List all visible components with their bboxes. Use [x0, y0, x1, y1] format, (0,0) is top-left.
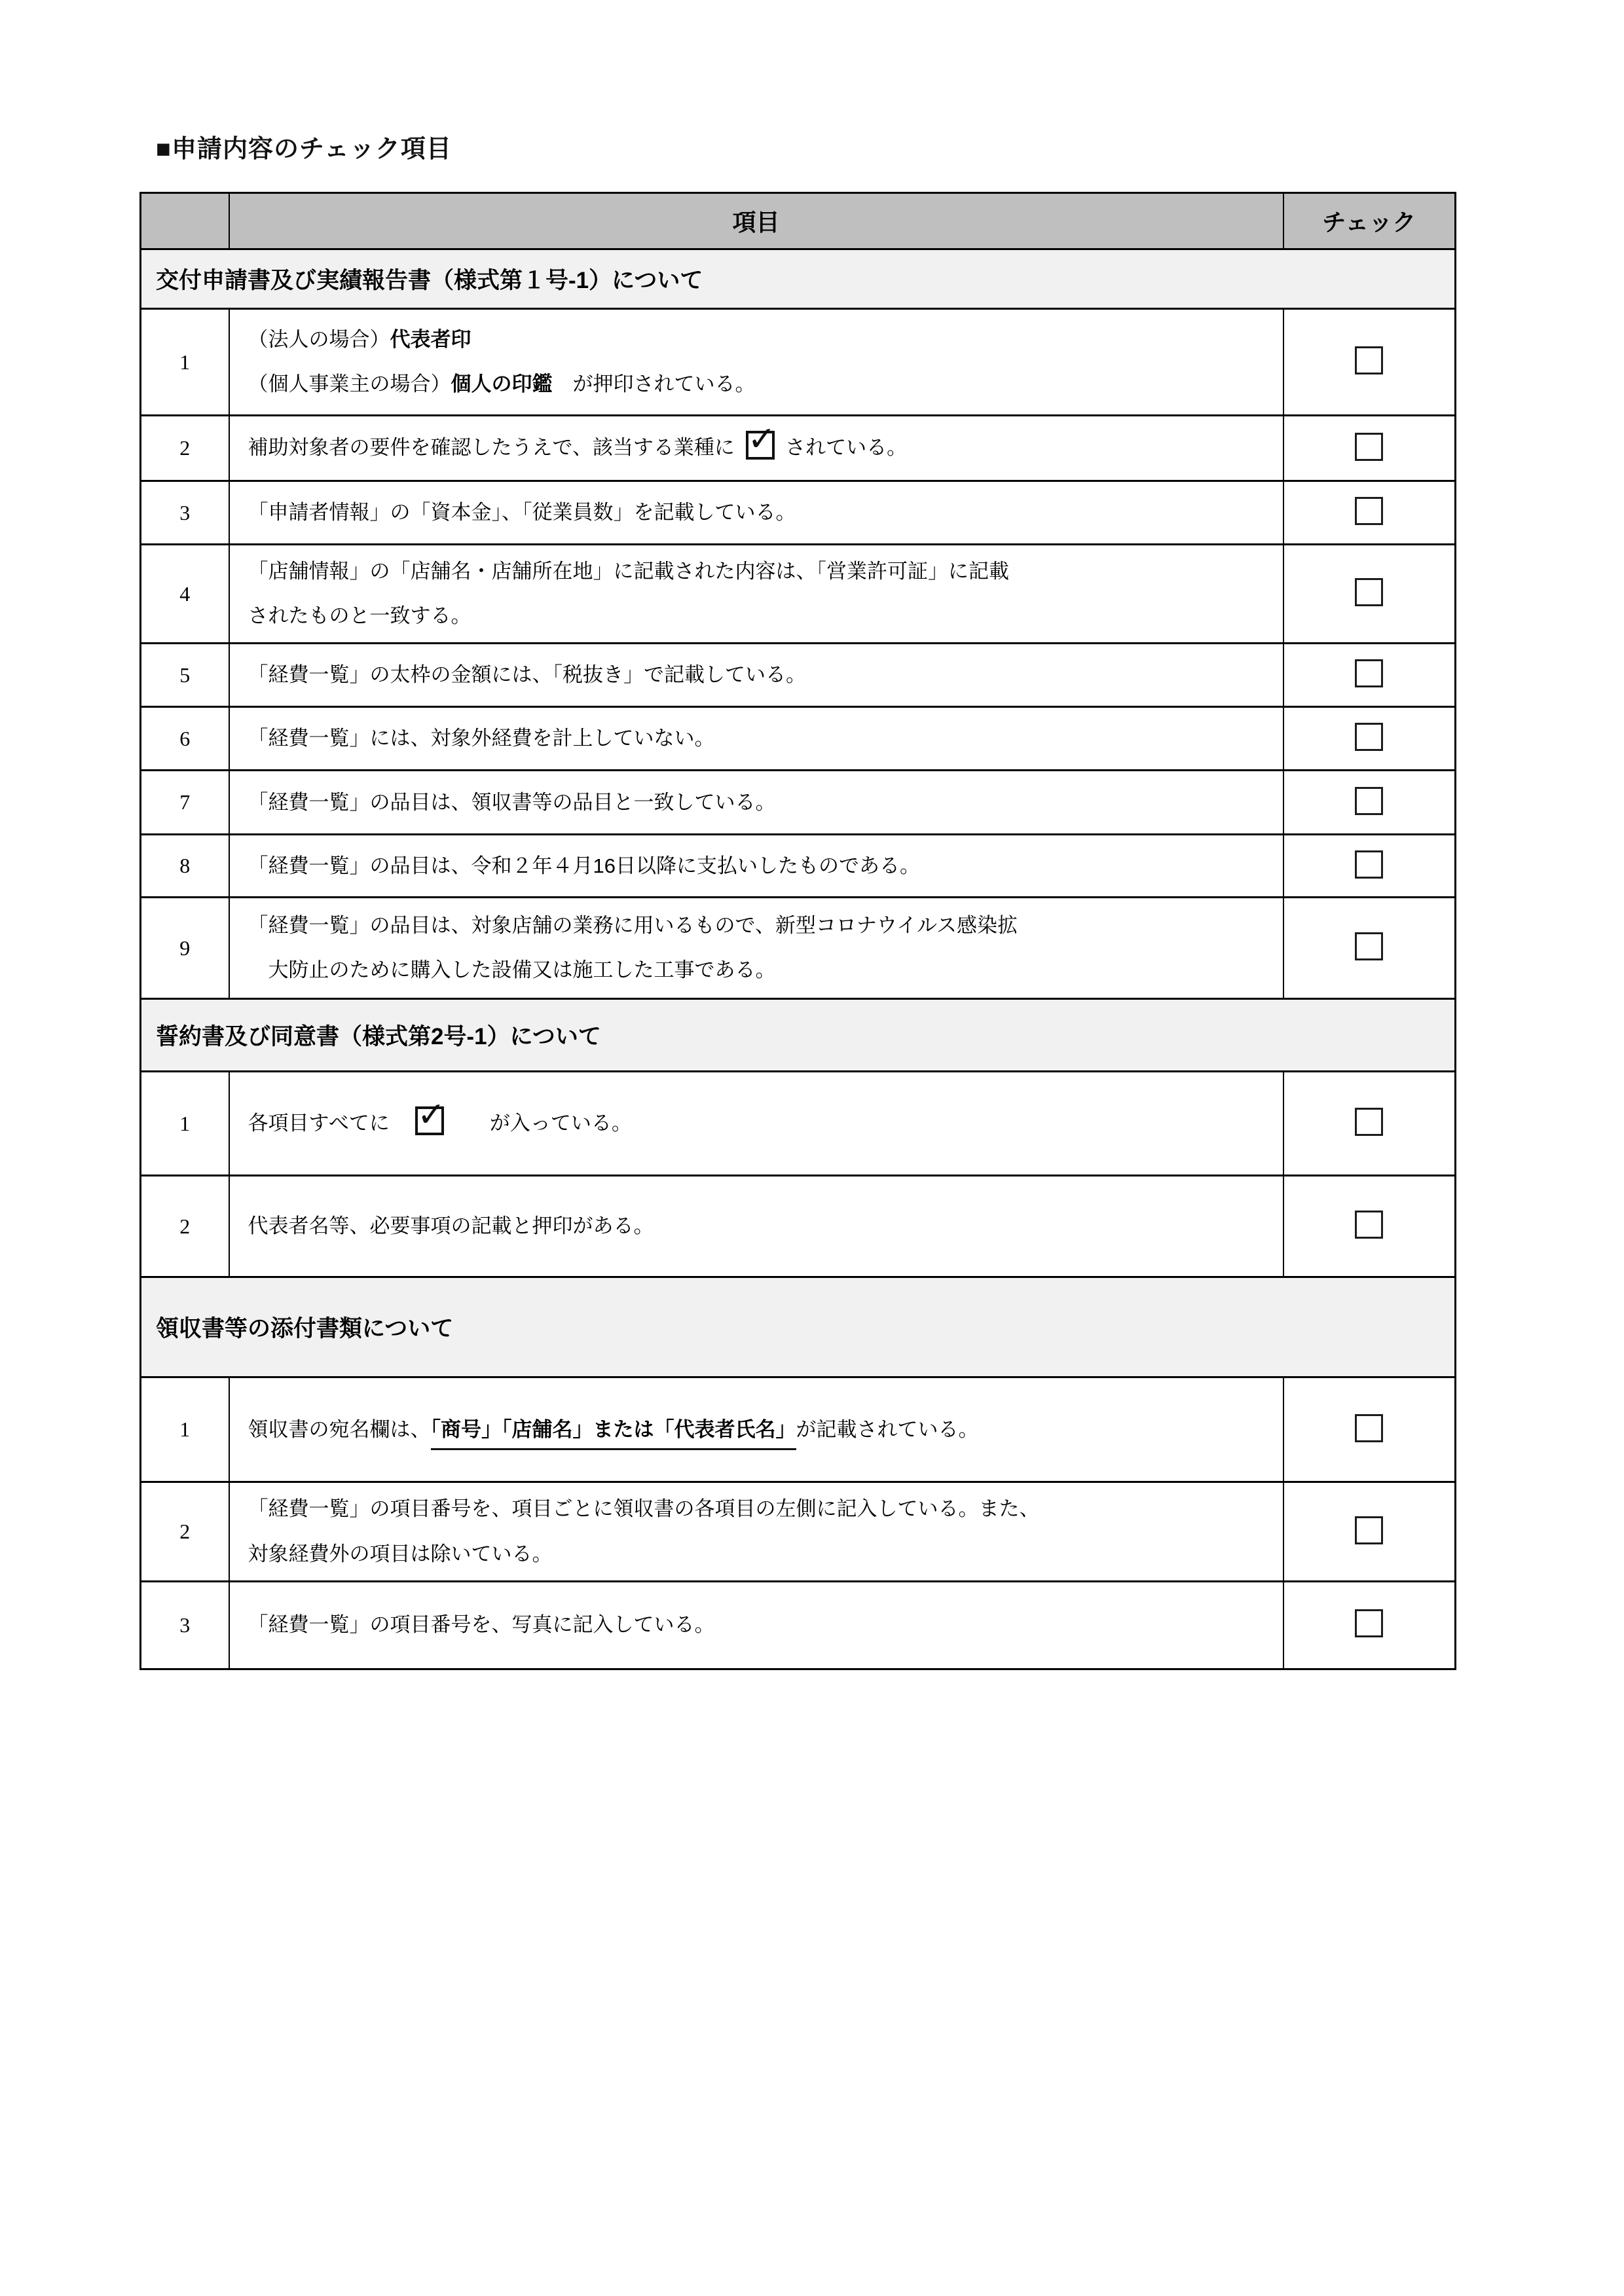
text-segment: 領収書の宛名欄は、 [248, 1417, 431, 1441]
row-text [229, 1377, 1283, 1482]
checkbox[interactable] [1355, 659, 1383, 687]
checklist-row [141, 1581, 1456, 1669]
checkbox[interactable] [1355, 578, 1383, 606]
checklist-row [141, 481, 1456, 545]
check-cell [1283, 898, 1456, 999]
text-segment: 「申請者情報」の「資本金」、「従業員数」を記載している。 [248, 500, 796, 524]
text-segment: 個人の印鑑 [451, 373, 553, 395]
checklist-row [141, 644, 1456, 707]
check-cell [1283, 1072, 1456, 1176]
checklist-row [141, 1377, 1456, 1482]
check-items-table [139, 192, 1456, 1670]
checklist-row [141, 835, 1456, 898]
text-segment: 「経費一覧」の太枠の金額には、「税抜き」で記載している。 [248, 663, 806, 687]
check-cell [1283, 416, 1456, 481]
checkbox[interactable] [1355, 932, 1383, 960]
section-header-cell [141, 249, 1456, 309]
checkbox[interactable] [1355, 1516, 1383, 1544]
row-text [229, 771, 1283, 835]
check-cell [1283, 545, 1456, 644]
checklist-row [141, 898, 1456, 999]
header-check-label: チェック [1283, 193, 1456, 249]
row-number: 1 [141, 309, 229, 416]
section-header-row [141, 1277, 1456, 1377]
text-segment: されたものと一致する。 [248, 604, 471, 628]
row-number: 2 [141, 1176, 229, 1277]
row-text [229, 835, 1283, 898]
row-number: 1 [141, 1377, 229, 1482]
text-segment: （法人の場合） [248, 327, 390, 351]
check-cell [1283, 835, 1456, 898]
check-cell [1283, 1482, 1456, 1581]
row-number: 6 [141, 707, 229, 771]
row-text [229, 1581, 1283, 1669]
checkbox[interactable] [1355, 497, 1383, 525]
checklist-row [141, 416, 1456, 481]
row-text [229, 309, 1283, 416]
text-segment: 対象経費外の項目は除いている。 [248, 1542, 553, 1565]
text-segment: 補助対象者の要件を確認したうえで、該当する業種に [248, 436, 741, 460]
check-cell [1283, 1176, 1456, 1277]
row-number: 5 [141, 644, 229, 707]
checkbox[interactable] [1355, 433, 1383, 461]
checkbox[interactable] [1355, 1211, 1383, 1239]
table-header-row [141, 193, 1456, 249]
checklist-row [141, 1176, 1456, 1277]
checked-box-icon [746, 420, 777, 460]
row-text [229, 707, 1283, 771]
check-cell [1283, 644, 1456, 707]
row-number: 1 [141, 1072, 229, 1176]
text-segment: が入っている。 [449, 1112, 632, 1135]
text-segment: 「商号」「店舗名」または「代表者氏名」 [431, 1418, 796, 1450]
text-segment: 代表者印 [390, 327, 471, 351]
row-number: 8 [141, 835, 229, 898]
row-number: 9 [141, 898, 229, 999]
text-segment: 大防止のために購入した設備又は施工した工事である。 [248, 958, 776, 982]
checklist-row [141, 309, 1456, 416]
row-text [229, 898, 1283, 999]
section-header-cell [141, 1277, 1456, 1377]
text-segment: 「経費一覧」の品目は、領収書等の品目と一致している。 [248, 790, 776, 814]
row-number: 3 [141, 1581, 229, 1669]
check-cell [1283, 481, 1456, 545]
text-segment: 代表者名等、必要事項の記載と押印がある。 [248, 1214, 654, 1238]
checklist-row [141, 707, 1456, 771]
checklist-row [141, 545, 1456, 644]
row-text [229, 1072, 1283, 1176]
text-segment: （個人事業主の場合） [248, 373, 451, 395]
section-title: 領収書等の添付書類について [156, 1316, 454, 1342]
checkbox[interactable] [1355, 723, 1383, 751]
row-number: 7 [141, 771, 229, 835]
row-text [229, 1176, 1283, 1277]
check-cell [1283, 1377, 1456, 1482]
checkbox[interactable] [1355, 346, 1383, 374]
checkbox[interactable] [1355, 850, 1383, 879]
check-mark-icon: ✓ [747, 420, 777, 460]
check-cell [1283, 1581, 1456, 1669]
text-segment: 各項目すべてに [248, 1112, 410, 1135]
text-segment: 「経費一覧」には、対象外経費を計上していない。 [248, 727, 715, 750]
header-empty-cell [141, 193, 229, 249]
checkbox[interactable] [1355, 1609, 1383, 1637]
row-number: 2 [141, 416, 229, 481]
checklist-row [141, 1072, 1456, 1176]
row-text [229, 545, 1283, 644]
text-segment: が記載されている。 [796, 1417, 979, 1441]
checkbox[interactable] [1355, 1108, 1383, 1136]
row-text [229, 644, 1283, 707]
check-cell [1283, 309, 1456, 416]
section-title: 交付申請書及び実績報告書（様式第１号-1）について [156, 268, 703, 293]
section-header-cell [141, 999, 1456, 1072]
row-number: 2 [141, 1482, 229, 1581]
text-segment: が押印されている。 [552, 373, 756, 395]
row-number: 4 [141, 545, 229, 644]
row-text [229, 1482, 1283, 1581]
text-segment: 「経費一覧」の項目番号を、項目ごとに領収書の各項目の左側に記入している。また、 [248, 1497, 1040, 1521]
check-cell [1283, 707, 1456, 771]
row-text [229, 416, 1283, 481]
row-text [229, 481, 1283, 545]
checked-box-icon [415, 1095, 446, 1135]
page-title: ■申請内容のチェック項目 [156, 136, 452, 163]
checkbox[interactable] [1355, 1414, 1383, 1442]
check-cell [1283, 771, 1456, 835]
section-title: 誓約書及び同意書（様式第2号-1）について [156, 1024, 601, 1050]
row-number: 3 [141, 481, 229, 545]
text-segment: 「経費一覧」の項目番号を、写真に記入している。 [248, 1613, 715, 1637]
section-header-row [141, 999, 1456, 1072]
text-segment: 「経費一覧」の品目は、対象店舗の業務に用いるもので、新型コロナウイルス感染拡 [248, 914, 1018, 938]
text-segment: されている。 [779, 436, 908, 460]
checkbox[interactable] [1355, 787, 1383, 815]
check-mark-icon: ✓ [416, 1095, 446, 1135]
text-segment: 「経費一覧」の品目は、令和２年４月16日以降に支払いしたものである。 [248, 854, 920, 877]
text-segment: 「店舗情報」の「店舗名・店舗所在地」に記載された内容は、「営業許可証」に記載 [248, 560, 1009, 583]
header-item-label: 項目 [229, 193, 1283, 249]
checklist-row [141, 1482, 1456, 1581]
checklist-row [141, 771, 1456, 835]
section-header-row [141, 249, 1456, 309]
